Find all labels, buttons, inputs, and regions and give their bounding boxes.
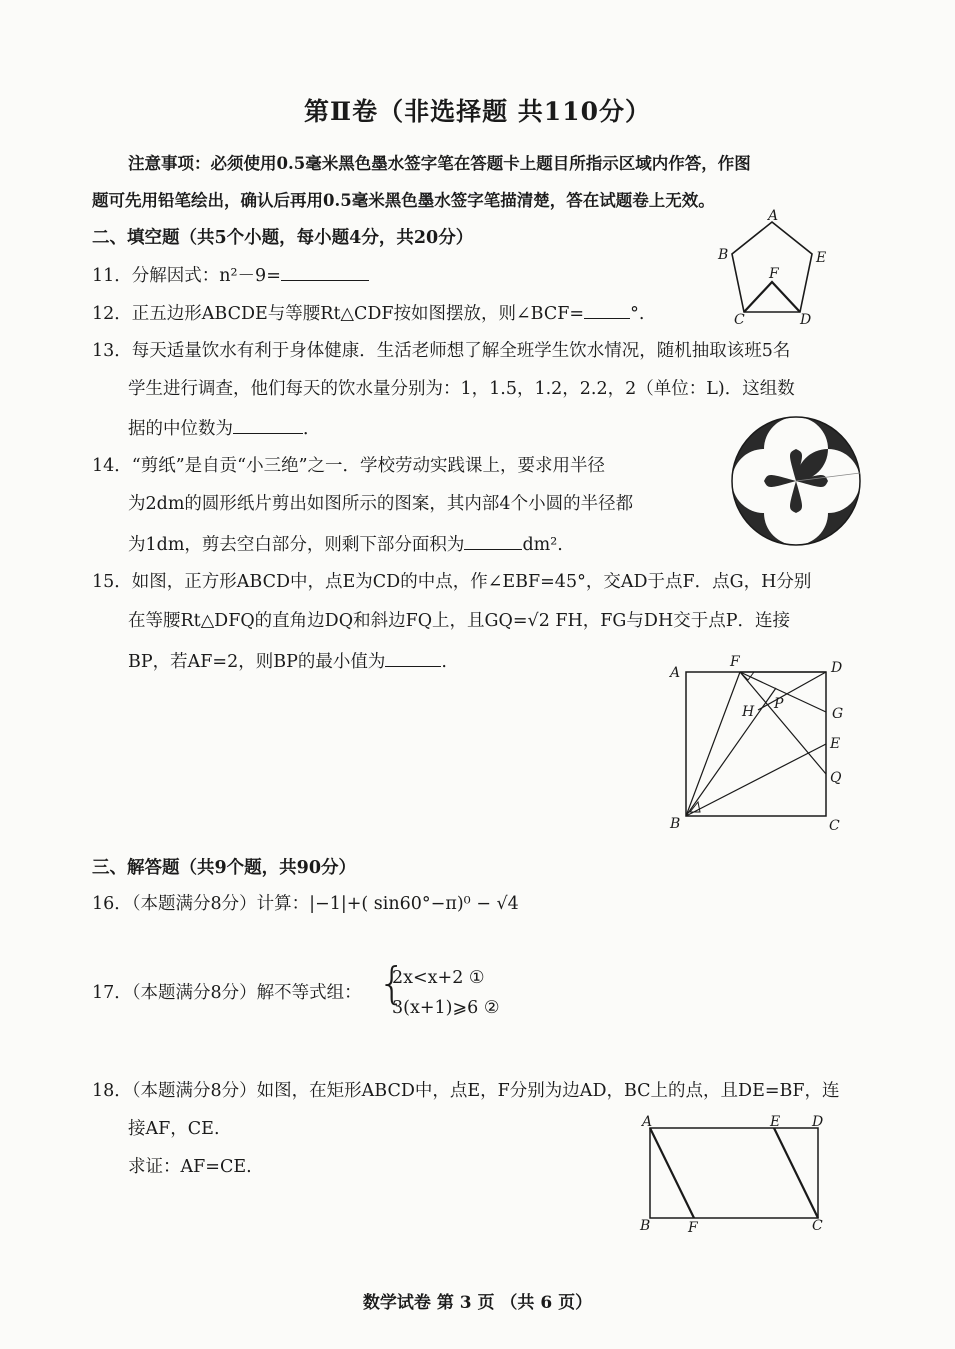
question-14-line-2: 为2dm的圆形纸片剪出如图所示的图案，其内部4个小圆的半径都 (128, 494, 634, 514)
question-18-line-2: 接AF，CE. (128, 1119, 220, 1139)
pentagon-label-e: E (816, 250, 827, 266)
question-15-line-3: BP，若AF=2，则BP的最小值为 (128, 652, 386, 672)
question-15-line-1: 15．如图，正方形ABCD中，点E为CD的中点，作∠EBF=45°，交AD于点F．点G，H分别 (92, 572, 812, 592)
question-18-line-3: 求证：AF=CE. (128, 1157, 252, 1177)
answer-blank (233, 415, 303, 434)
question-15 (128, 648, 447, 674)
question-14 (128, 531, 563, 557)
question-16: 16．（本题满分8分）计算：|−1|+( sin60°−π)⁰ − √4 (92, 894, 519, 914)
rect-label-b: B (640, 1218, 651, 1234)
section-2-heading: 二、填空题（共5个小题，每小题4分，共20分） (92, 228, 474, 248)
question-12-text: 12．正五边形ABCDE与等腰Rt△CDF按如图摆放，则∠BCF= (92, 304, 585, 324)
question-12 (92, 300, 644, 326)
inequality-1: 2x<x+2 ① (392, 968, 485, 988)
page-title: 第Ⅱ卷（非选择题 共110分） (304, 97, 651, 126)
square-label-f: F (730, 654, 740, 670)
rectangle-figure (636, 1112, 836, 1237)
paper-cut-figure (728, 413, 864, 549)
square-label-d: D (831, 660, 843, 676)
question-14-tail: dm². (522, 535, 563, 555)
pentagon-label-c: C (734, 312, 745, 328)
pentagon-figure (712, 208, 832, 328)
question-18-line-1: 18．（本题满分8分）如图，在矩形ABCD中，点E，F分别为边AD，BC上的点，且DE=BF，连 (92, 1081, 840, 1101)
square-label-q: Q (830, 770, 842, 786)
square-label-b: B (670, 816, 681, 832)
pentagon-label-d: D (800, 312, 812, 328)
pentagon-label-b: B (718, 247, 729, 263)
answer-blank (584, 300, 630, 319)
answer-blank (464, 531, 522, 550)
question-17-text: 17．（本题满分8分）解不等式组： (92, 983, 362, 1003)
pentagon-label-f: F (769, 266, 779, 282)
notice-line-1: 注意事项：必须使用0.5毫米黑色墨水签字笔在答题卡上题目所指示区域内作答，作图 (128, 154, 751, 173)
answer-blank (281, 262, 369, 281)
question-13-line-3: 据的中位数为 (128, 419, 233, 439)
square-label-p: P (774, 696, 784, 712)
question-13-line-1: 13．每天适量饮水有利于身体健康．生活老师想了解全班学生饮水情况，随机抽取该班5名 (92, 341, 791, 361)
question-14-line-3: 为1dm，剪去空白部分，则剩下部分面积为 (128, 535, 465, 555)
question-11-text: 11．分解因式：n²－9= (92, 266, 281, 286)
inequality-brace: { (378, 958, 406, 1009)
square-label-h: H (742, 704, 755, 720)
rect-label-e: E (770, 1114, 781, 1130)
question-14-line-1: 14．“剪纸”是自贡“小三绝”之一．学校劳动实践课上，要求用半径 (92, 456, 606, 476)
square-label-c: C (829, 818, 840, 834)
question-15-tail: . (441, 652, 447, 672)
inequality-2: 3(x+1)⩾6 ② (392, 998, 500, 1018)
square-label-g: G (832, 706, 844, 722)
question-13-tail: ． (303, 419, 321, 439)
square-label-e: E (830, 736, 841, 752)
question-13 (128, 415, 321, 441)
rect-label-a: A (642, 1114, 653, 1130)
page-footer: 数学试卷 第 3 页 （共 6 页） (362, 1293, 593, 1313)
question-11 (92, 262, 369, 288)
question-15-line-2: 在等腰Rt△DFQ的直角边DQ和斜边FQ上，且GQ=√2 FH，FG与DH交于点P．连接 (128, 611, 790, 631)
section-3-heading: 三、解答题（共9个题，共90分） (92, 858, 357, 878)
rect-label-f: F (688, 1220, 698, 1236)
notice-line-2: 题可先用铅笔绘出，确认后再用0.5毫米黑色墨水签字笔描清楚，答在试题卷上无效。 (92, 191, 715, 210)
question-12-tail: °. (630, 304, 645, 324)
square-figure (664, 652, 854, 837)
square-label-a: A (670, 665, 681, 681)
pentagon-label-a: A (768, 208, 779, 224)
rect-label-c: C (812, 1218, 823, 1234)
question-13-line-2: 学生进行调查，他们每天的饮水量分别为：1，1.5，1.2，2.2，2（单位：L)．这组数 (128, 379, 795, 399)
answer-blank (385, 648, 441, 667)
rect-label-d: D (812, 1114, 824, 1130)
